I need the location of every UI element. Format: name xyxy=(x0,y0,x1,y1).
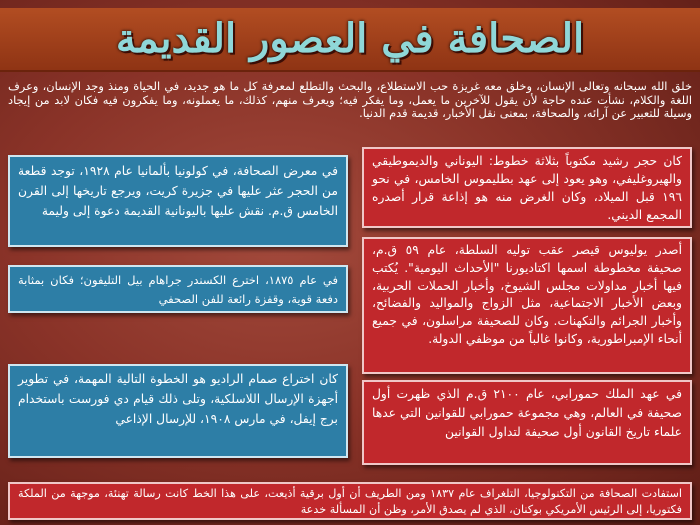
slide-title: الصحافة في العصور القديمة xyxy=(115,15,585,62)
rosetta-stone-text: كان حجر رشيد مكتوباً بثلاثة خطوط: اليوناني والديموطيقي والهيروغليفي، وهو يعود إلى عهد بطليموس الخامس، في نحو ١٩٦ قبل الميلاد، وكان الغرض منه هو إذاعة قرار أصدره المجمع الديني. xyxy=(372,154,682,222)
intro-paragraph: خلق الله سبحانه وتعالى الإنسان، وخلق معه غريزة حب الاستطلاع، والبحث والتطلع لمعرفة كل ما هو جديد، في الحياة ومنذ وجد الإنسان، وعرف اللغة والكلام، نشأت عنده حاجة لأن يقول للآخرين ما يعمل، وما يفكر فيه؛ ويعرف منهم، كذلك، ما يعملونه، وما يفكرون فيه فكان لابد من إيجاد وسيلة للتعبير عن آرائه، والصحافة، بمعنى نقل الأخبار، قديمة قدم الدنيا. xyxy=(8,79,692,120)
hammurabi-box xyxy=(362,380,692,465)
radio-valve-text: كان اختراع صمام الراديو هو الخطوة التالية المهمة، في تطوير أجهزة الإرسال اللاسلكية، وتلى ذلك قيام دي فورست باستخدام برج إيفل، في مارس ١٩٠٨، للإرسال الإذاعي xyxy=(18,372,338,426)
cologne-exhibit-text: في معرض الصحافة، في كولونيا بألمانيا عام ١٩٢٨، توجد قطعة من الحجر عثر عليها في جزيرة كريت، ويرجع تاريخها إلى القرن الخامس ق.م. نقش عليها باليونانية القديمة دعوة إلى وليمة xyxy=(18,164,338,218)
telegraph-text: استفادت الصحافة من التكنولوجيا، التلغراف عام ١٨٣٧ ومن الطريف أن أول برقية أذيعت، على هذا الخط كانت رسالة تهنئة، موجهة من الملكة فكتوريا، إلى الرئيس الأمريكي بوكنان، الذي لم يصدق الأمر، وظن أن المسألة خدعة xyxy=(18,487,683,516)
telegraph-box xyxy=(8,482,692,520)
cologne-exhibit-box xyxy=(8,155,348,247)
telephone-text: في عام ١٨٧٥، اخترع الكسندر جراهام بيل التليفون؛ فكان بمثابة دفعة قوية، وقفزة رائعة للفن الصحفي xyxy=(18,273,338,306)
title-banner xyxy=(0,8,700,72)
hammurabi-text: في عهد الملك حمورابي، عام ٢١٠٠ ق.م الذي ظهرت أول صحيفة في العالم، وهي مجموعة حمورابي للقوانين التي عدها علماء تاريخ القانون أول صحيفة لتداول القوانين xyxy=(372,387,682,439)
telephone-box xyxy=(8,265,348,313)
julius-caesar-box xyxy=(362,237,692,374)
rosetta-stone-box xyxy=(362,147,692,228)
julius-caesar-text: أصدر يوليوس قيصر عقب توليه السلطة، عام ٥٩ ق.م، صحيفة مخطوطة اسمها اكتاديورنا "الأحداث اليومية". يُكتب فيها أخبار مداولات مجلس الشيوخ، وأخبار الحملات الحربية، وبعض الأخبار الاجتماعية، مثل الزواج والمواليد والفضائح، وأخبار الجرائم والتكهنات. وكان للصحيفة مراسلون، في جميع أنحاء الإمبراطورية، وكانوا غالباً من موظفي الدولة. xyxy=(372,243,682,346)
radio-valve-box xyxy=(8,364,348,458)
